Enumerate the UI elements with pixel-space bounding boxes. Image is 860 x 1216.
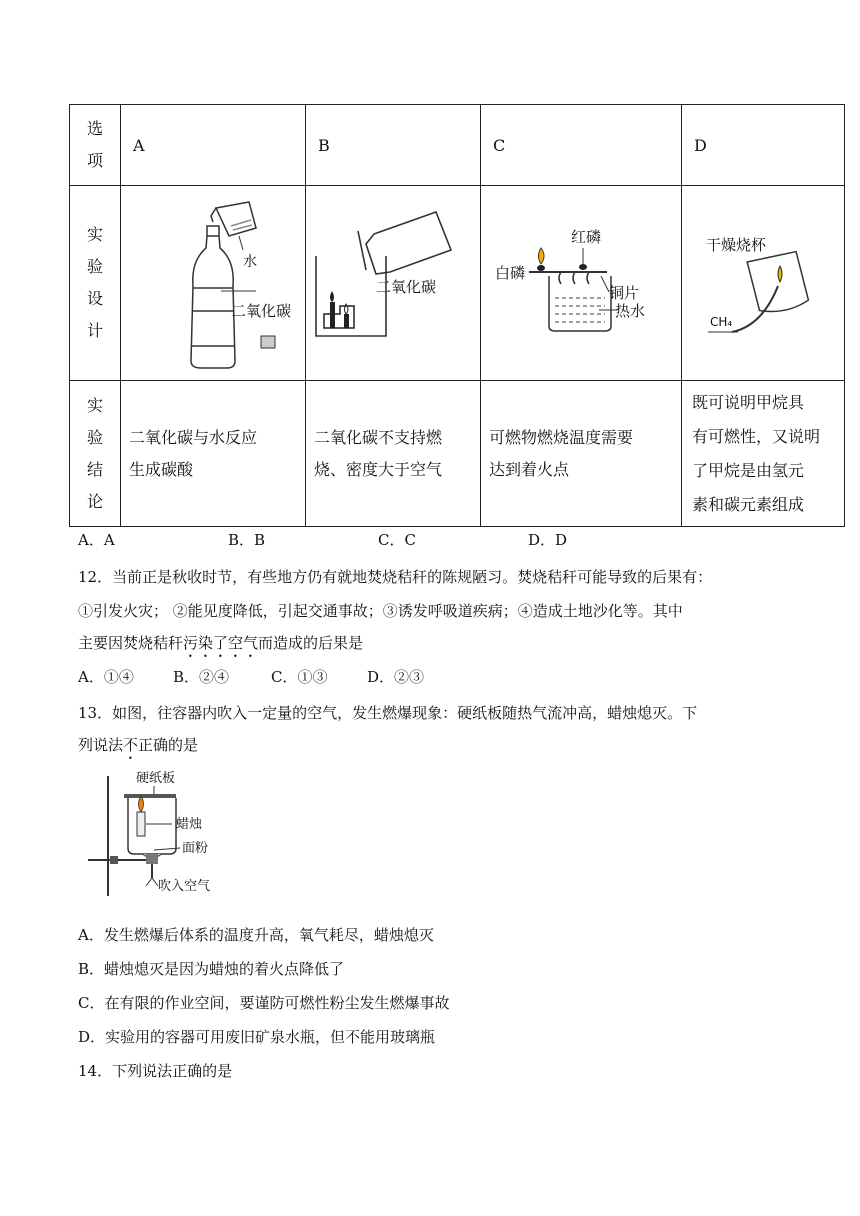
q13-line1: 13．如图，往容器内吹入一定量的空气，发生燃爆现象：硬纸板随热气流冲高，蜡烛熄灭。下 (78, 704, 698, 722)
label-flour: 面粉 (182, 841, 209, 856)
label-co2-a: 二氧化碳 (231, 302, 292, 320)
diagram-b-pouring (306, 186, 468, 376)
q13-option-c[interactable]: C．在有限的作业空间，要谨防可燃性粉尘发生燃爆事故 (78, 994, 450, 1012)
conclusion-label: 实 验 结 论 (70, 381, 121, 527)
q11-answer-d[interactable]: D．D (528, 531, 568, 549)
label-water: 水 (243, 254, 257, 270)
option-d-header: D (682, 105, 845, 186)
label-red-phosphorus: 红磷 (571, 228, 602, 246)
q13-emphasis: 不 (123, 736, 139, 754)
option-c-header: C (481, 105, 682, 186)
diagram-b-cell (306, 186, 481, 381)
conclusion-c: 可燃物燃烧温度需要 达到着火点 (481, 381, 682, 527)
diagram-c-cell (481, 186, 682, 381)
q12-line1: 12．当前正是秋收时节，有些地方仍有就地焚烧秸秆的陈规陋习。焚烧秸秆可能导致的后果有： (78, 568, 713, 586)
q11-answer-c[interactable]: C．C (378, 531, 416, 549)
diagram-c-phosphorus (481, 186, 669, 376)
design-label: 实 验 设 计 (70, 186, 121, 381)
q13-option-a[interactable]: A．发生燃爆后体系的温度升高，氧气耗尽，蜡烛熄灭 (78, 926, 434, 944)
label-dry-beaker: 干燥烧杯 (706, 236, 767, 254)
q11-answer-b[interactable]: B．B (228, 531, 266, 549)
q13-line2: 列说法不正确的是 (78, 736, 199, 754)
q12-line2: ①引发火灾； ②能见度降低，引起交通事故；③诱发呼吸道疾病；④造成土地沙化等。其中 (78, 602, 683, 620)
diagram-a-bottle (121, 186, 293, 376)
option-b-header: B (306, 105, 481, 186)
q12-answers (78, 666, 424, 687)
label-hot-water: 热水 (615, 302, 646, 320)
label-co2-b: 二氧化碳 (376, 278, 437, 296)
q12-answer-d[interactable]: D．②③ (367, 668, 425, 686)
conclusion-a: 二氧化碳与水反应 生成碳酸 (121, 381, 306, 527)
label-copper: 铜片 (609, 284, 640, 302)
q12-emphasis: 污染了空气 (183, 634, 259, 652)
q12-line3: 主要因焚烧秸秆污染了空气而造成的后果是 (78, 634, 364, 652)
q14-stem: 14．下列说法正确的是 (78, 1062, 233, 1080)
conclusion-b: 二氧化碳不支持燃 烧、密度大于空气 (306, 381, 481, 527)
option-a-header: A (121, 105, 306, 186)
q12-answer-a[interactable]: A．①④ (78, 668, 134, 686)
label-white-phosphorus: 白磷 (495, 264, 526, 282)
diagram-d-cell (682, 186, 845, 381)
q13-option-d[interactable]: D．实验用的容器可用废旧矿泉水瓶，但不能用玻璃瓶 (78, 1028, 436, 1046)
label-ch4: CH₄ (710, 315, 733, 329)
label-candle: 蜡烛 (176, 817, 203, 832)
q11-answer-a[interactable]: A．A (78, 531, 115, 549)
q13-option-b[interactable]: B．蜡烛熄灭是因为蜡烛的着火点降低了 (78, 960, 345, 978)
q13-figure (84, 768, 244, 898)
conclusion-d: 既可说明甲烷具 有可燃性，又说明 了甲烷是由氢元 素和碳元素组成 (682, 381, 845, 527)
q11-answers (78, 529, 567, 550)
q12-answer-c[interactable]: C．①③ (271, 668, 328, 686)
label-board: 硬纸板 (136, 771, 176, 786)
label-blow-air: 吹入空气 (158, 879, 211, 894)
diagram-d-methane (682, 186, 832, 376)
diagram-a-cell (121, 186, 306, 381)
q12-answer-b[interactable]: B．②④ (173, 668, 230, 686)
experiment-table (69, 104, 845, 527)
option-header-label: 选 项 (70, 105, 121, 186)
